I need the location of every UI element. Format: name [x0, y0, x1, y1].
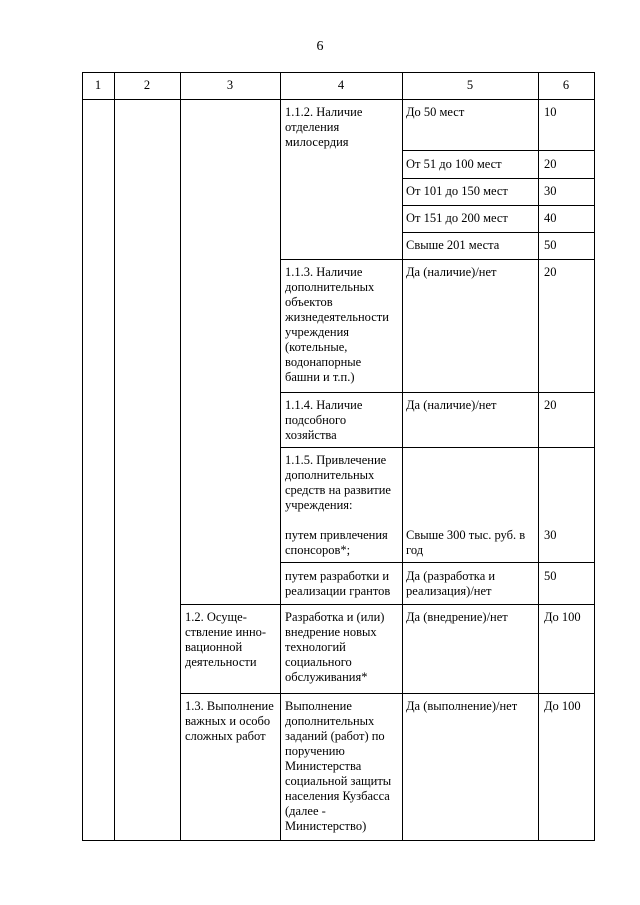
cell-line: ствление инно-: [185, 625, 267, 639]
cell-line: водонапорные: [285, 355, 362, 369]
table-border: [402, 232, 595, 233]
cell-line: Разработка и (или): [285, 610, 385, 624]
cell-line: поручению: [285, 744, 345, 758]
cell-value: 50: [544, 569, 557, 583]
cell-line: подсобного: [285, 413, 347, 427]
cell-line: башни и т.п.): [285, 370, 355, 384]
column-header: 6: [562, 78, 570, 92]
cell-line: Министерства: [285, 759, 362, 773]
table-border: [82, 840, 595, 841]
cell-line: вационной: [185, 640, 243, 654]
cell-value: 20: [544, 157, 557, 171]
cell-line: Да (наличие)/нет: [406, 265, 497, 279]
cell-value: До 100: [544, 610, 581, 624]
cell-line: спонсоров*;: [285, 543, 351, 557]
cell-line: милосердия: [285, 135, 349, 149]
cell-value: 30: [544, 528, 557, 542]
table-border: [280, 72, 281, 841]
page-number: 6: [316, 39, 324, 54]
table-border: [538, 72, 539, 841]
table-border: [280, 392, 595, 393]
cell-line: От 101 до 150 мест: [406, 184, 508, 198]
table-border: [402, 205, 595, 206]
cell-line: путем привлечения: [285, 528, 388, 542]
cell-line: От 151 до 200 мест: [406, 211, 508, 225]
cell-line: путем разработки и: [285, 569, 390, 583]
cell-line: реализация)/нет: [406, 584, 492, 598]
cell-line: деятельности: [185, 655, 257, 669]
column-header: 1: [94, 78, 102, 92]
cell-line: дополнительных: [285, 714, 375, 728]
column-header: 3: [226, 78, 234, 92]
table-border: [280, 259, 595, 260]
table-border: [114, 72, 115, 841]
cell-line: технологий: [285, 640, 346, 654]
column-header: 5: [466, 78, 474, 92]
cell-line: дополнительных: [285, 280, 375, 294]
table-border: [402, 72, 403, 841]
column-header: 4: [337, 78, 345, 92]
cell-line: жизнедеятельности: [285, 310, 389, 324]
table-border: [180, 604, 595, 605]
column-header: 2: [143, 78, 151, 92]
cell-value: 30: [544, 184, 557, 198]
cell-line: реализации грантов: [285, 584, 391, 598]
cell-value: 10: [544, 105, 557, 119]
cell-line: 1.2. Осуще-: [185, 610, 247, 624]
cell-line: учреждения:: [285, 498, 353, 512]
table-border: [82, 72, 595, 73]
cell-line: (далее -: [285, 804, 326, 818]
cell-line: дополнительных: [285, 468, 375, 482]
table-border: [180, 693, 595, 694]
cell-line: год: [406, 543, 424, 557]
cell-line: заданий (работ) по: [285, 729, 385, 743]
cell-value: 20: [544, 265, 557, 279]
cell-line: Да (разработка и: [406, 569, 496, 583]
cell-value: 20: [544, 398, 557, 412]
cell-line: Министерство): [285, 819, 367, 833]
cell-line: хозяйства: [285, 428, 337, 442]
table-border: [402, 150, 595, 151]
cell-line: 1.1.2. Наличие: [285, 105, 363, 119]
table-border: [280, 562, 595, 563]
table-border: [280, 447, 595, 448]
cell-line: От 51 до 100 мест: [406, 157, 502, 171]
cell-line: социальной защиты: [285, 774, 392, 788]
cell-line: 1.1.4. Наличие: [285, 398, 363, 412]
cell-line: Свыше 201 места: [406, 238, 500, 252]
table-border: [594, 72, 595, 841]
cell-line: важных и особо: [185, 714, 271, 728]
cell-line: населения Кузбасса: [285, 789, 390, 803]
cell-line: учреждения: [285, 325, 350, 339]
cell-line: Да (выполнение)/нет: [406, 699, 518, 713]
table-border: [180, 72, 181, 841]
table-border: [82, 72, 83, 841]
cell-line: 1.3. Выполнение: [185, 699, 274, 713]
cell-value: 50: [544, 238, 557, 252]
table-border: [82, 99, 595, 100]
cell-value: До 100: [544, 699, 581, 713]
cell-line: обслуживания*: [285, 670, 368, 684]
cell-line: внедрение новых: [285, 625, 377, 639]
cell-value: 40: [544, 211, 557, 225]
cell-line: средств на развитие: [285, 483, 391, 497]
cell-line: объектов: [285, 295, 333, 309]
cell-line: Выполнение: [285, 699, 352, 713]
cell-line: сложных работ: [185, 729, 266, 743]
cell-line: До 50 мест: [406, 105, 465, 119]
cell-line: Да (наличие)/нет: [406, 398, 497, 412]
cell-line: отделения: [285, 120, 340, 134]
cell-line: социального: [285, 655, 352, 669]
cell-line: 1.1.3. Наличие: [285, 265, 363, 279]
cell-line: (котельные,: [285, 340, 348, 354]
cell-line: Свыше 300 тыс. руб. в: [406, 528, 526, 542]
cell-line: Да (внедрение)/нет: [406, 610, 508, 624]
table-border: [402, 178, 595, 179]
cell-line: 1.1.5. Привлечение: [285, 453, 387, 467]
